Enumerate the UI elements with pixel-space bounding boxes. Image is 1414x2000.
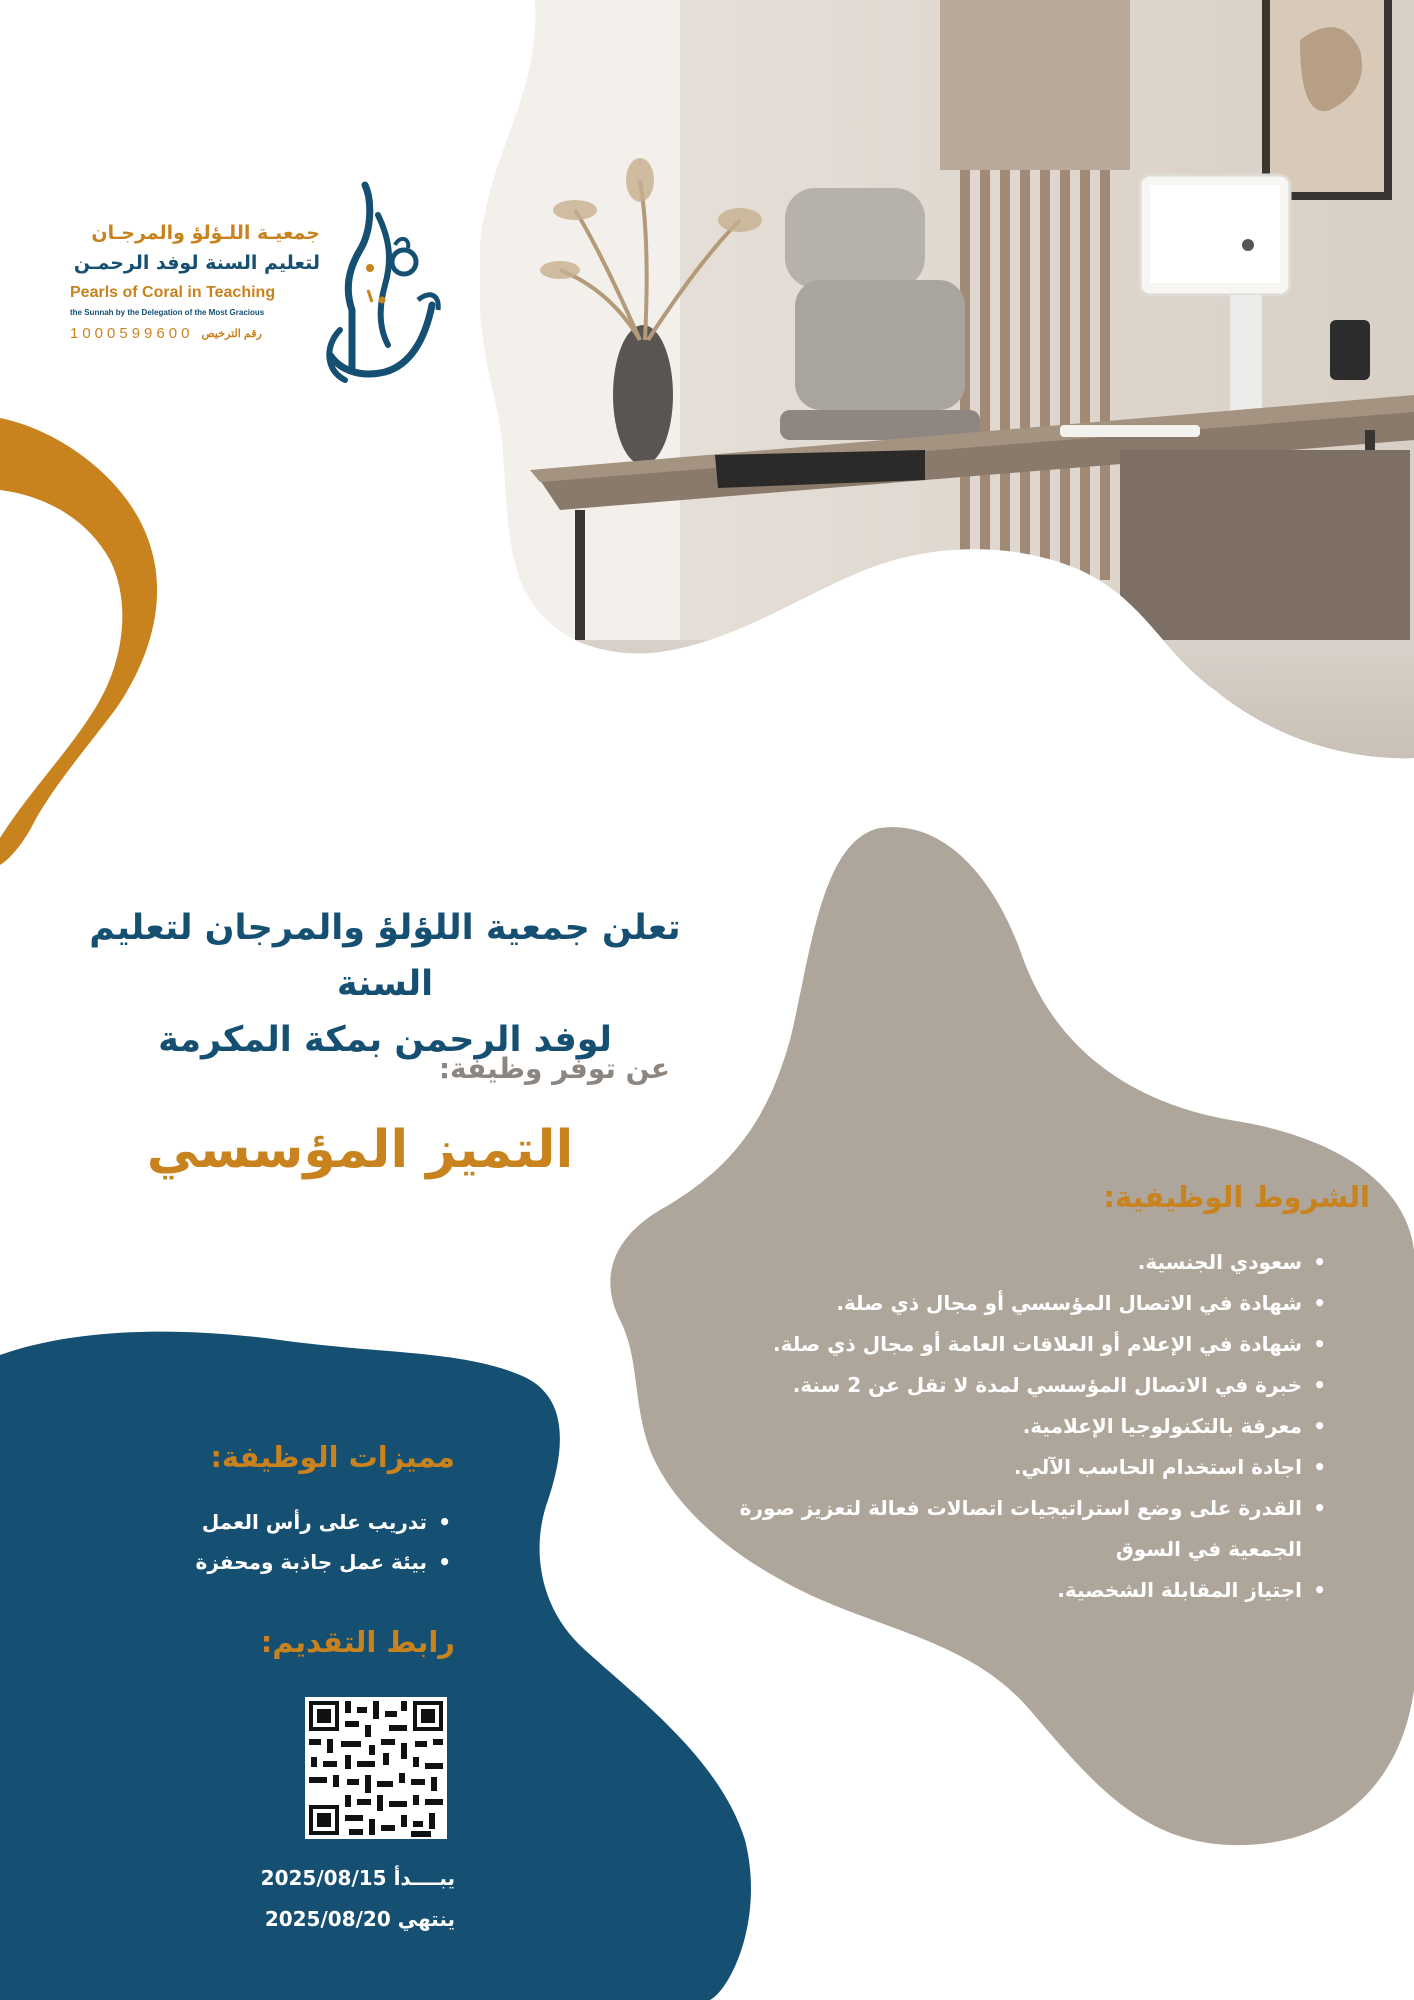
office-photo [480,0,1414,780]
requirement-item: • معرفة بالتكنولوجيا الإعلامية. [730,1406,1330,1447]
logo-arabic-subtitle: لتعليم السنة لوفد الرحمـن [73,252,320,274]
license-number: 1000599600 [70,325,194,342]
announcement-heading [40,900,730,1068]
license-label: رقم الترخيص [201,328,262,340]
benefits-list [150,1502,455,1582]
requirements-heading: الشروط الوظيفية: [1103,1180,1370,1214]
requirements-list [730,1242,1330,1611]
requirement-item: • سعودي الجنسية. [730,1242,1330,1283]
logo-arabic-name: جمعيـة اللـؤلؤ والمرجـان [91,222,320,244]
benefit-item: • بيئة عمل جاذبة ومحفزة [150,1542,455,1582]
job-title: التميز المؤسسي [146,1120,574,1180]
end-label: ينتهي [397,1907,455,1931]
navy-blob [0,1332,751,2000]
start-date-row [230,1866,455,1890]
qr-code[interactable] [305,1697,447,1839]
logo-license [70,325,330,342]
announcement-line-1: تعلن جمعية اللؤلؤ والمرجان لتعليم السنة [89,908,681,1004]
logo-emblem [329,185,438,380]
start-date: 2025/08/15 [260,1866,387,1890]
orange-swirl [0,418,157,865]
requirement-item: • اجتياز المقابلة الشخصية. [730,1570,1330,1611]
end-date: 2025/08/20 [264,1907,391,1931]
logo-english-subtitle: the Sunnah by the Delegation of the Most Gracious [70,308,265,317]
requirement-item: • شهادة في الاتصال المؤسسي أو مجال ذي صلة. [730,1283,1330,1324]
start-label: يبــــدأ [393,1866,455,1890]
announcement-line-2: لوفد الرحمن بمكة المكرمة [158,1020,612,1060]
logo-english-name: Pearls of Coral in Teaching [70,284,276,301]
apply-heading: رابط التقديم: [260,1625,455,1659]
benefit-item: • تدريب على رأس العمل [150,1502,455,1542]
requirement-item: • خبرة في الاتصال المؤسسي لمدة لا تقل عن 2 سنة. [730,1365,1330,1406]
logo-text-block [70,222,330,342]
benefits-heading: مميزات الوظيفة: [210,1440,455,1474]
requirement-item: • شهادة في الإعلام أو العلاقات العامة أو مجال ذي صلة. [730,1324,1330,1365]
end-date-row [230,1907,455,1931]
requirement-item: • القدرة على وضع استراتيجيات اتصالات فعالة لتعزيز صورة الجمعية في السوق [730,1488,1330,1570]
requirement-item: • اجادة استخدام الحاسب الآلي. [730,1447,1330,1488]
job-lead-text: عن توفر وظيفة: [438,1052,670,1085]
